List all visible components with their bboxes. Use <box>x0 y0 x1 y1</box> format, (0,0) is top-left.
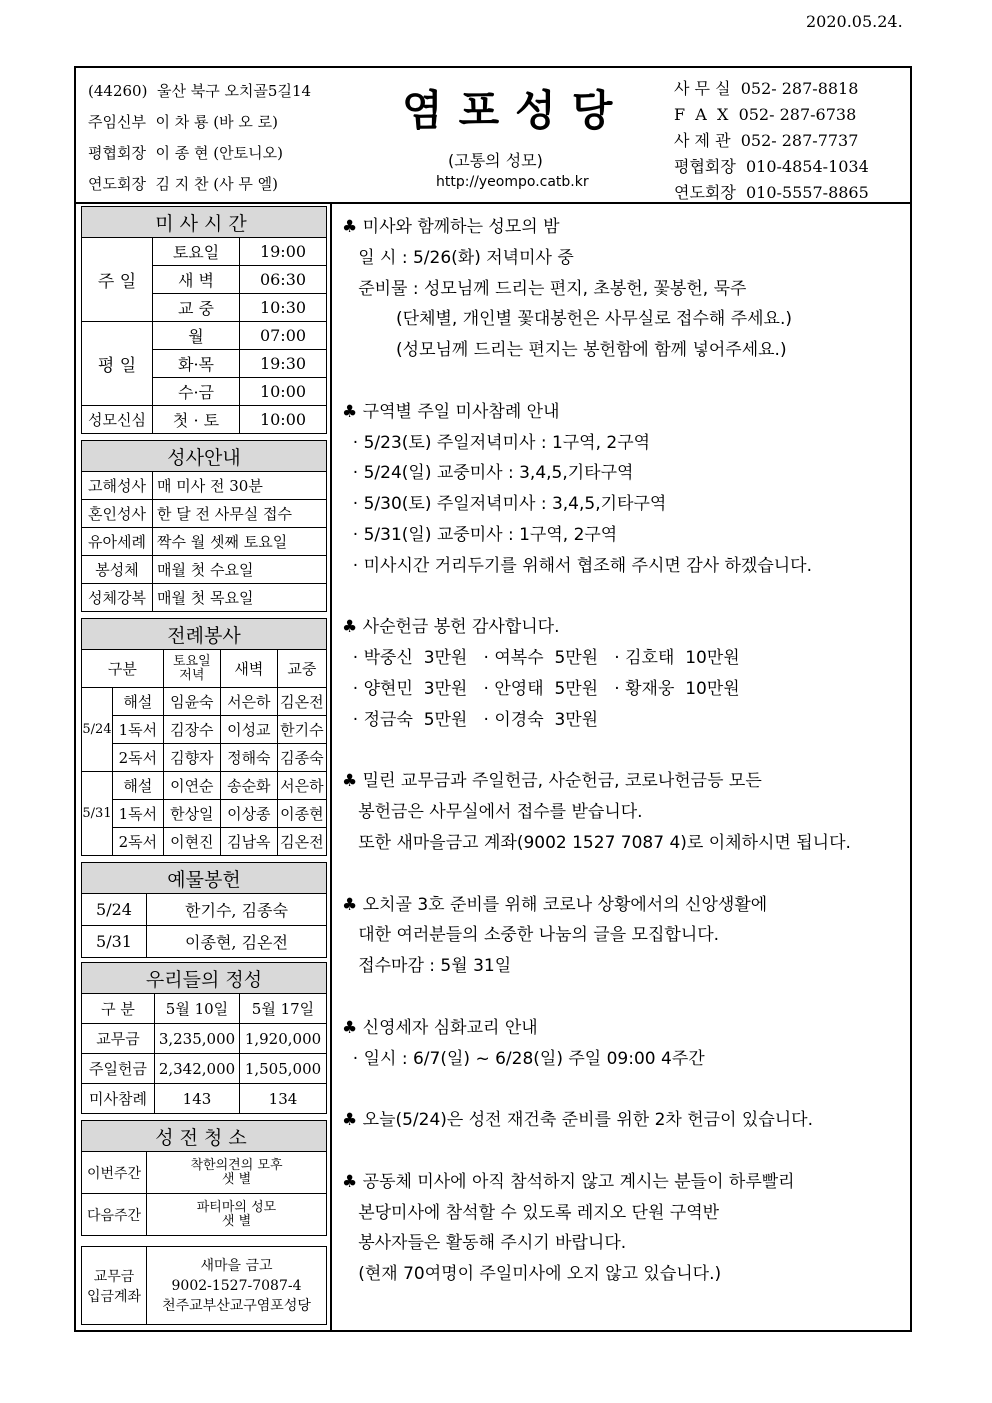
liturgy-person: 서은하 <box>220 688 277 716</box>
liturgy-person: 김향자 <box>163 744 220 772</box>
mass-day: 새 벽 <box>153 266 240 294</box>
account-table <box>81 1246 327 1325</box>
notices <box>332 202 910 1330</box>
sacrament-info: 매월 첫 수요일 <box>153 556 327 584</box>
mass-day: 화·목 <box>153 350 240 378</box>
mass-time: 19:30 <box>240 350 327 378</box>
sacraments-table <box>81 440 327 612</box>
liturgy-person: 김남옥 <box>220 828 277 856</box>
notice-line: 본당미사에 참석할 수 있도록 레지오 단원 구역반 <box>342 1202 720 1223</box>
account-details <box>147 1247 327 1325</box>
liturgy-col-header: 교중 <box>277 650 326 688</box>
mass-day: 교 중 <box>153 294 240 322</box>
notice-line: (성모님께 드리는 편지는 봉헌함에 함께 넣어주세요.) <box>342 340 787 361</box>
liturgy-table <box>81 618 327 856</box>
notice-line: · 정금숙 5만원 · 이경숙 3만원 <box>342 709 599 730</box>
notice-line: · 박중신 3만원 · 여복수 5만원 · 김호태 10만원 <box>342 648 740 669</box>
notice-line: ♣ 오늘(5/24)은 성전 재건축 준비를 위한 2차 헌금이 있습니다. <box>342 1110 813 1131</box>
liturgy-role: 해설 <box>113 772 164 800</box>
liturgy-person: 김장수 <box>163 716 220 744</box>
council-president: 평협회장 이 종 현 (안토니오) <box>88 144 283 162</box>
notice-line: 봉헌금은 사무실에서 접수를 받습니다. <box>342 802 643 823</box>
liturgy-title: 전례봉사 <box>82 619 327 650</box>
notice-line: · 미사시간 거리두기를 위해서 협조해 주시면 감사 하겠습니다. <box>342 555 812 576</box>
contact-fax: F A X 052- 287-6738 <box>674 105 857 124</box>
notice-line: ♣ 구역별 주일 미사참례 안내 <box>342 401 560 422</box>
cleaning-groups <box>147 1152 327 1194</box>
mass-time: 19:00 <box>240 238 327 266</box>
notice-line: (현재 70여명이 주일미사에 오지 않고 있습니다.) <box>342 1264 722 1285</box>
liturgy-person: 서은하 <box>277 772 326 800</box>
parish-url[interactable]: http://yeompo.catb.kr <box>436 174 589 190</box>
sacrament-info: 한 달 전 사무실 접수 <box>153 500 327 528</box>
notice-line: (단체별, 개인별 꽃대봉헌은 사무실로 접수해 주세요.) <box>342 309 792 330</box>
sacrament-name: 성체강복 <box>82 584 153 612</box>
offering-title: 예물봉헌 <box>82 863 327 894</box>
notice-line: ♣ 오치골 3호 준비를 위해 코로나 상황에서의 신앙생활에 <box>342 894 768 915</box>
sacrament-name: 고해성사 <box>82 472 153 500</box>
liturgy-person: 한상일 <box>163 800 220 828</box>
cleaning-week: 다음주간 <box>82 1194 147 1236</box>
cleaning-group: 샛 별 <box>221 1213 252 1229</box>
contacts <box>674 76 869 206</box>
account-number: 9002-1527-7087-4 <box>171 1277 302 1294</box>
liturgy-col-header: 구분 <box>82 650 164 688</box>
liturgy-person: 송순화 <box>220 772 277 800</box>
sunday-label: 주 일 <box>82 238 153 322</box>
cleaning-table <box>81 1120 327 1236</box>
liturgy-person: 이연순 <box>163 772 220 800</box>
notice-line: 일 시 : 5/26(화) 저녁미사 중 <box>342 247 574 268</box>
notice-line: 또한 새마을금고 계좌(9002 1527 7087 4)로 이체하시면 됩니다. <box>342 833 851 853</box>
liturgy-person: 김온전 <box>277 688 326 716</box>
liturgy-role: 2독서 <box>113 744 164 772</box>
liturgy-col-header: 토요일 저녁 <box>163 650 220 688</box>
liturgy-person: 김온전 <box>277 828 326 856</box>
cleaning-group: 착한의견의 모후 <box>190 1157 283 1173</box>
account-label-line: 입금계좌 <box>86 1288 142 1305</box>
bulletin-frame <box>74 66 912 1332</box>
contact-youth: 연도회장 010-5557-8865 <box>674 183 869 202</box>
cleaning-group: 파티마의 성모 <box>196 1199 277 1215</box>
liturgy-role: 1독서 <box>113 800 164 828</box>
notice-line: 접수마감 : 5월 31일 <box>342 956 512 977</box>
notice-line: ♣ 공동체 미사에 아직 참석하지 않고 계시는 분들이 하루빨리 <box>342 1171 795 1192</box>
bulletin-date: 2020.05.24. <box>806 12 903 31</box>
finance-value: 134 <box>240 1084 327 1114</box>
sacraments-title: 성사안내 <box>82 441 327 472</box>
mass-time: 10:30 <box>240 294 327 322</box>
notice-line: · 5/31(일) 교중미사 : 1구역, 2구역 <box>342 525 618 545</box>
finance-label: 교무금 <box>82 1024 155 1054</box>
finance-value: 143 <box>155 1084 240 1114</box>
account-holder: 천주교부산교구염포성당 <box>162 1297 311 1314</box>
first-saturday-label: 성모신심 <box>82 406 153 434</box>
account-bank: 새마을 금고 <box>200 1257 273 1274</box>
liturgy-role: 1독서 <box>113 716 164 744</box>
liturgy-person: 정해숙 <box>220 744 277 772</box>
cleaning-title: 성전청소 <box>82 1121 327 1152</box>
offering-names: 이종현, 김온전 <box>147 926 327 958</box>
notice-line: · 5/24(일) 교중미사 : 3,4,5,기타구역 <box>342 463 634 484</box>
notice-line: · 5/30(토) 주일저녁미사 : 3,4,5,기타구역 <box>342 494 667 515</box>
finance-table <box>81 962 327 1114</box>
notice-line: · 일시 : 6/7(일) ~ 6/28(일) 주일 09:00 4주간 <box>342 1048 705 1069</box>
liturgy-role: 해설 <box>113 688 164 716</box>
liturgy-week-date: 5/31 <box>82 772 113 856</box>
liturgy-person: 이상종 <box>220 800 277 828</box>
mass-day: 토요일 <box>153 238 240 266</box>
finance-col-header: 5월 17일 <box>240 994 327 1024</box>
account-label-line: 교무금 <box>93 1268 135 1285</box>
contact-office: 사 무 실 052- 287-8818 <box>674 79 859 98</box>
sacrament-name: 혼인성사 <box>82 500 153 528</box>
sacrament-info: 매 미사 전 30분 <box>153 472 327 500</box>
liturgy-col-header: 새벽 <box>220 650 277 688</box>
mass-day: 수·금 <box>153 378 240 406</box>
offering-table <box>81 862 327 958</box>
offering-date: 5/24 <box>82 894 147 926</box>
notice-line: · 5/23(토) 주일저녁미사 : 1구역, 2구역 <box>342 432 651 453</box>
mass-times-table <box>81 206 327 434</box>
notice-line: ♣ 신영세자 심화교리 안내 <box>342 1017 538 1038</box>
sacrament-info: 매월 첫 목요일 <box>153 584 327 612</box>
finance-value: 1,920,000 <box>240 1024 327 1054</box>
finance-col-header: 5월 10일 <box>155 994 240 1024</box>
pastor: 주임신부 이 차 룡 (바 오 로) <box>88 113 278 131</box>
cleaning-week: 이번주간 <box>82 1152 147 1194</box>
offering-names: 한기수, 김종숙 <box>147 894 327 926</box>
liturgy-role: 2독서 <box>113 828 164 856</box>
parish-info <box>88 76 311 200</box>
contact-council: 평협회장 010-4854-1034 <box>674 157 869 176</box>
notice-line: · 양현민 3만원 · 안영태 5만원 · 황재웅 10만원 <box>342 679 740 699</box>
youth-president: 연도회장 김 지 찬 (사 무 엘) <box>88 175 278 193</box>
mass-time: 10:00 <box>240 406 327 434</box>
offering-date: 5/31 <box>82 926 147 958</box>
mass-title: 미사시간 <box>82 207 327 238</box>
weekday-label: 평 일 <box>82 322 153 406</box>
notice-line: ♣ 사순헌금 봉헌 감사합니다. <box>342 617 560 638</box>
header <box>76 68 910 204</box>
liturgy-person: 김종숙 <box>277 744 326 772</box>
address: (44260) 울산 북구 오치골5길14 <box>88 82 312 100</box>
notice-line: 봉사자들은 활동해 주시기 바랍니다. <box>342 1233 627 1254</box>
notice-line: ♣ 밀린 교무금과 주일헌금, 사순헌금, 코로나헌금등 모든 <box>342 771 762 792</box>
cleaning-groups <box>147 1194 327 1236</box>
parish-title: 염포성당 <box>402 86 629 135</box>
liturgy-person: 임윤숙 <box>163 688 220 716</box>
mass-day: 첫 · 토 <box>153 406 240 434</box>
sacrament-info: 짝수 월 셋째 토요일 <box>153 528 327 556</box>
liturgy-week-date: 5/24 <box>82 688 113 772</box>
contact-rectory: 사 제 관 052- 287-7737 <box>674 131 859 150</box>
finance-label: 미사참례 <box>82 1084 155 1114</box>
liturgy-person: 이현진 <box>163 828 220 856</box>
liturgy-person: 이성교 <box>220 716 277 744</box>
sidebar <box>76 202 332 1330</box>
mass-time: 06:30 <box>240 266 327 294</box>
notice-line: ♣ 미사와 함께하는 성모의 밤 <box>342 217 560 237</box>
sacrament-name: 유아세례 <box>82 528 153 556</box>
mass-day: 월 <box>153 322 240 350</box>
liturgy-person: 한기수 <box>277 716 326 744</box>
account-label <box>82 1247 147 1325</box>
cleaning-group: 샛 별 <box>221 1171 252 1187</box>
mass-time: 07:00 <box>240 322 327 350</box>
notice-line: 대한 여러분들의 소중한 나눔의 글을 모집합니다. <box>342 925 720 946</box>
finance-value: 3,235,000 <box>155 1024 240 1054</box>
finance-col-header: 구 분 <box>82 994 155 1024</box>
finance-value: 1,505,000 <box>240 1054 327 1084</box>
finance-title: 우리들의 정성 <box>82 963 327 994</box>
finance-label: 주일헌금 <box>82 1054 155 1084</box>
sacrament-name: 봉성체 <box>82 556 153 584</box>
finance-value: 2,342,000 <box>155 1054 240 1084</box>
parish-subtitle: (고통의 성모) <box>448 151 543 170</box>
notice-line: 준비물 : 성모님께 드리는 편지, 초봉헌, 꽃봉헌, 묵주 <box>342 278 747 299</box>
liturgy-person: 이종현 <box>277 800 326 828</box>
mass-time: 10:00 <box>240 378 327 406</box>
